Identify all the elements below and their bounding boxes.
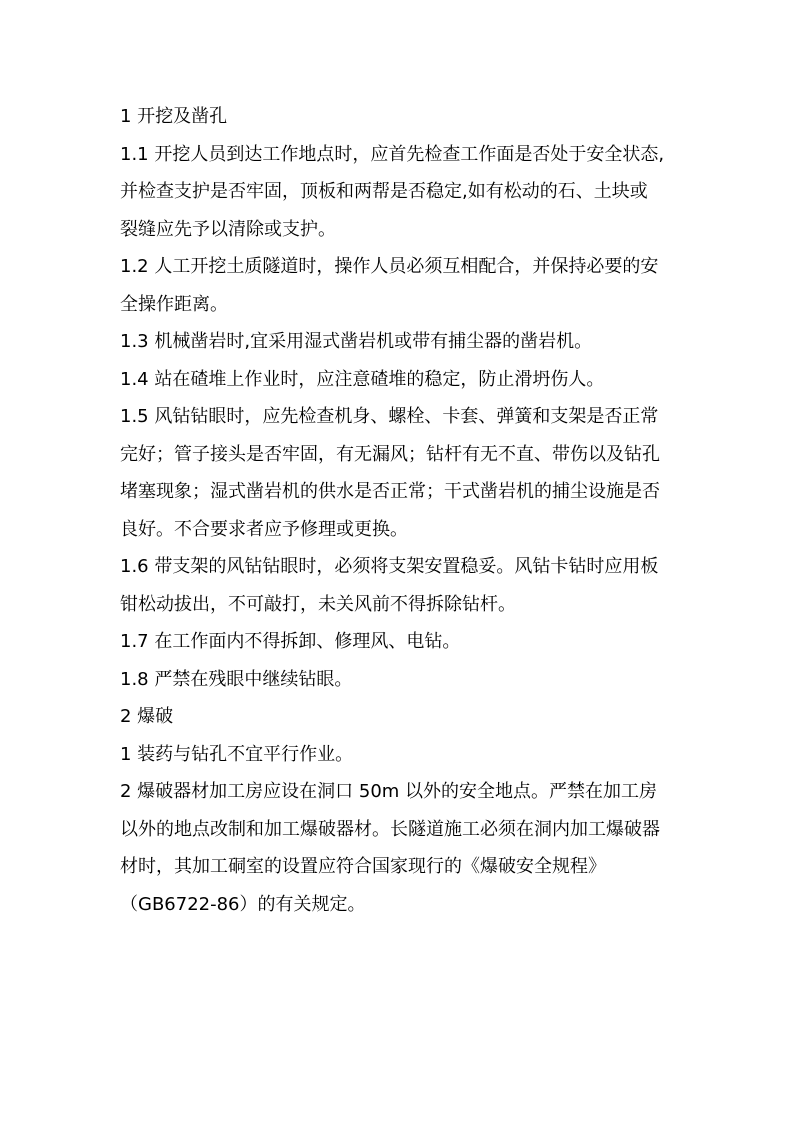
text-line: 1.2 人工开挖土质隧道时，操作人员必须互相配合，并保持必要的安 xyxy=(120,256,659,277)
text-line: 完好；管子接头是否牢固，有无漏风；钻杆有无不直、带伤以及钻孔 xyxy=(120,443,660,465)
clause-1-7 xyxy=(120,623,676,661)
text-line: 良好。不合要求者应予修理或更换。 xyxy=(120,518,408,540)
text-line: 1.7 在工作面内不得拆卸、修理风、电钻。 xyxy=(120,631,461,652)
text-line: 裂缝应先予以清除或支护。 xyxy=(120,218,336,240)
text-line: 1.5 风钻钻眼时，应先检查机身、螺栓、卡套、弹簧和支架是否正常 xyxy=(120,406,659,427)
text-line: 并检查支护是否牢固，顶板和两帮是否稳定,如有松动的石、土块或 xyxy=(120,181,648,202)
text-line: 2 爆破器材加工房应设在洞口 50m 以外的安全地点。严禁在加工房 xyxy=(120,781,658,802)
text-line: 1.1 开挖人员到达工作地点时，应首先检查工作面是否处于安全状态, xyxy=(120,143,665,165)
text-line: 1.8 严禁在残眼中继续钻眼。 xyxy=(120,668,353,690)
clause-1-2 xyxy=(120,248,676,323)
document-body xyxy=(120,98,676,923)
text-line: 钳松动拔出，不可敲打，未关风前不得拆除钻杆。 xyxy=(120,593,516,615)
text-line: 1.4 站在碴堆上作业时，应注意碴堆的稳定，防止滑坍伤人。 xyxy=(120,368,605,390)
section-heading-blasting xyxy=(120,698,676,736)
text-line: 1.3 机械凿岩时,宜采用湿式凿岩机或带有捕尘器的凿岩机。 xyxy=(120,331,593,352)
clause-1-3 xyxy=(120,323,676,361)
text-line: 材时，其加工硐室的设置应符合国家现行的《爆破安全规程》 xyxy=(120,856,606,877)
text-line: （GB6722-86）的有关规定。 xyxy=(120,893,366,915)
clause-1-5 xyxy=(120,398,676,548)
text-line: 2 爆破 xyxy=(120,706,174,727)
text-line: 堵塞现象；湿式凿岩机的供水是否正常；干式凿岩机的捕尘设施是否 xyxy=(120,481,660,502)
text-line: 1.6 带支架的风钻钻眼时，必须将支架安置稳妥。风钻卡钻时应用板 xyxy=(120,556,659,577)
clause-1-4 xyxy=(120,361,676,399)
text-line: 全操作距离。 xyxy=(120,293,228,315)
text-line: 以外的地点改制和加工爆破器材。长隧道施工必须在洞内加工爆破器 xyxy=(120,818,660,840)
clause-2-1 xyxy=(120,736,676,774)
text-line: 1 开挖及凿孔 xyxy=(120,106,228,127)
clause-2-2 xyxy=(120,773,676,923)
clause-1-8 xyxy=(120,661,676,699)
text-line: 1 装药与钻孔不宜平行作业。 xyxy=(120,743,354,765)
section-heading-excavation xyxy=(120,98,676,136)
clause-1-1 xyxy=(120,136,676,249)
clause-1-6 xyxy=(120,548,676,623)
